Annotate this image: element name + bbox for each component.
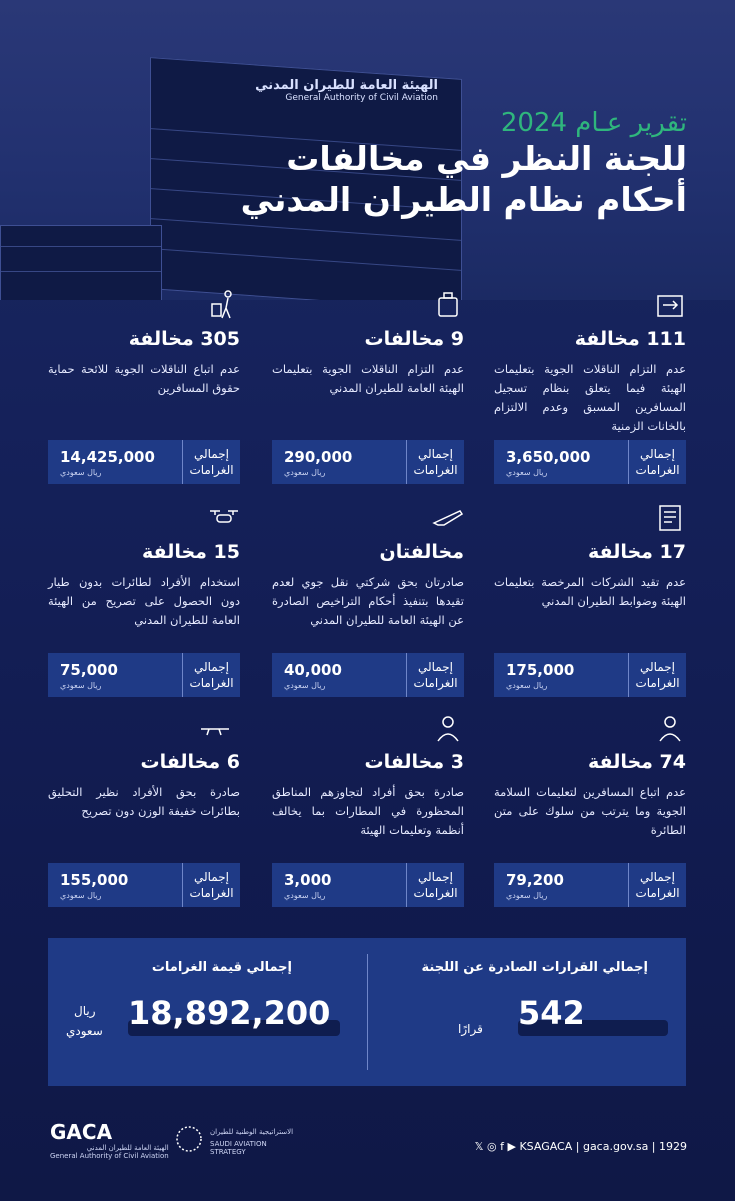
gaca-logo-text: GACA [50, 1120, 113, 1144]
fines-amount: 14,425,000 [60, 448, 155, 466]
violation-card-5 [272, 503, 464, 703]
page-title [241, 108, 687, 221]
violation-card-8 [272, 713, 464, 913]
fines-label: إجمالي الغرامات [182, 653, 240, 697]
currency-label: ريال سعودي [284, 468, 326, 477]
fines-total-value: 18,892,200 [128, 994, 331, 1032]
fines-amount: 175,000 [506, 661, 575, 679]
violation-count: مخالفتان [379, 541, 464, 563]
totals-panel [48, 938, 686, 1086]
violation-count: 74 مخالفة [588, 751, 686, 773]
report-year: تقرير عـام 2024 [500, 108, 687, 138]
violation-description: عدم تقيد الشركات المرخصة بتعليمات الهيئة وضوابط الطيران المدني [494, 575, 686, 608]
fines-amount: 155,000 [60, 871, 129, 889]
drone-icon [208, 503, 240, 533]
gaca-logo-english: General Authority of Civil Aviation [50, 1152, 169, 1160]
instagram-icon[interactable]: ◎ [487, 1140, 497, 1153]
fines-unit-saudi: سعودي [66, 1024, 103, 1038]
fines-box [494, 653, 686, 697]
fines-label: إجمالي الغرامات [628, 653, 686, 697]
violation-description: صادرة بحق أفراد لتجاوزهم المناطق المحظورة في المطارات بما يخالف أنظمة وتعليمات الهيئة [272, 785, 464, 837]
fines-total-title: إجمالي قيمة الغرامات [151, 960, 292, 975]
luggage-icon [432, 290, 464, 320]
violation-card-2 [272, 290, 464, 490]
currency-label: ريال سعودي [506, 891, 548, 900]
gaca-logo [50, 1120, 169, 1160]
totals-divider [367, 954, 368, 1070]
violation-count: 305 مخالفة [128, 328, 240, 350]
fines-box [48, 863, 240, 907]
title-line-1: للجنة النظر في مخالفات [286, 139, 687, 178]
decisions-unit: قرارًا [458, 1022, 483, 1036]
gaca-logo-arabic: الهيئة العامة للطيران المدني [86, 1144, 169, 1152]
decisions-total-value: 542 [518, 994, 585, 1032]
violation-description: عدم اتباع الناقلات الجوية للائحة حماية حقوق المسافرين [48, 362, 240, 395]
fines-box [48, 440, 240, 484]
currency-label: ريال سعودي [60, 891, 102, 900]
violation-count: 111 مخالفة [574, 328, 686, 350]
violation-card-3 [48, 290, 240, 490]
fines-label: إجمالي الغرامات [406, 863, 464, 907]
fines-label: إجمالي الغرامات [182, 440, 240, 484]
fines-amount: 40,000 [284, 661, 342, 679]
violation-count: 9 مخالفات [364, 328, 464, 350]
fines-amount: 75,000 [60, 661, 118, 679]
currency-label: ريال سعودي [60, 468, 102, 477]
fines-unit-riyal: ريال [74, 1004, 96, 1018]
violation-card-6 [48, 503, 240, 703]
calendar-plane-icon [654, 290, 686, 320]
fines-label: إجمالي الغرامات [182, 863, 240, 907]
fines-label: إجمالي الغرامات [628, 440, 686, 484]
currency-label: ريال سعودي [284, 681, 326, 690]
fines-label: إجمالي الغرامات [406, 440, 464, 484]
decisions-total-pill [518, 994, 668, 1036]
currency-label: ريال سعودي [60, 681, 102, 690]
pilot-icon [654, 713, 686, 743]
violation-count: 3 مخالفات [364, 751, 464, 773]
fines-box [272, 863, 464, 907]
violation-description: صادرتان بحق شركتي نقل جوي لعدم تقيدها بتنفيذ أحكام التراخيص الصادرة عن الهيئة العامة للطيران المدني [272, 575, 464, 627]
sign-english: General Authority of Civil Aviation [285, 93, 438, 103]
youtube-icon[interactable]: ▶ [507, 1140, 516, 1153]
strategy-english: SAUDI AVIATION STRATEGY [210, 1140, 267, 1156]
violation-card-9 [48, 713, 240, 913]
title-line-2: أحكام نظام الطيران المدني [240, 180, 687, 220]
footer [0, 1110, 735, 1170]
violation-card-1 [494, 290, 686, 490]
facebook-icon[interactable]: f [500, 1140, 504, 1153]
currency-label: ريال سعودي [506, 681, 548, 690]
violation-card-4 [494, 503, 686, 703]
fines-box [272, 653, 464, 697]
violation-description: صادرة بحق الأفراد نظير التحليق بطائرات خفيفة الوزن دون تصريح [48, 785, 240, 818]
aviation-strategy-logo [174, 1124, 304, 1158]
fines-box [494, 863, 686, 907]
sign-arabic: الهيئة العامة للطيران المدني [255, 78, 438, 93]
document-icon [654, 503, 686, 533]
violation-description: عدم التزام الناقلات الجوية بتعليمات الهيئة العامة للطيران المدني [272, 362, 464, 395]
violation-description: عدم التزام الناقلات الجوية بتعليمات الهيئة فيما يتعلق بنظام تسجيل المسافرين المسبق وعدم الالتزام بالخانات الزمنية [494, 362, 686, 433]
currency-label: ريال سعودي [506, 468, 548, 477]
strategy-emblem-icon [174, 1124, 204, 1154]
pilot-icon [432, 713, 464, 743]
fines-total-pill [128, 994, 340, 1036]
decisions-total-title: إجمالي القرارات الصادرة عن اللجنة [421, 960, 648, 975]
violation-count: 15 مخالفة [142, 541, 240, 563]
traveler-icon [208, 290, 240, 320]
fines-amount: 290,000 [284, 448, 353, 466]
fines-box [494, 440, 686, 484]
social-text[interactable]: KSAGACA | gaca.gov.sa | 1929 [519, 1140, 687, 1153]
violation-description: استخدام الأفراد لطائرات بدون طيار دون الحصول على تصريح من الهيئة العامة للطيران المدني [48, 575, 240, 627]
violation-description: عدم اتباع المسافرين لتعليمات السلامة الجوية وما يترتب من سلوك على متن الطائرة [494, 785, 686, 837]
fines-amount: 3,000 [284, 871, 332, 889]
violation-count: 17 مخالفة [588, 541, 686, 563]
hero-section [0, 0, 735, 300]
fines-amount: 79,200 [506, 871, 564, 889]
x-icon[interactable]: 𝕏 [474, 1140, 484, 1153]
violation-card-7 [494, 713, 686, 913]
social-links[interactable] [475, 1140, 687, 1153]
violation-count: 6 مخالفات [140, 751, 240, 773]
building-side [0, 225, 162, 300]
fines-box [272, 440, 464, 484]
fines-label: إجمالي الغرامات [406, 653, 464, 697]
airplane-icon [432, 503, 464, 533]
ultralight-plane-icon [190, 713, 240, 743]
fines-box [48, 653, 240, 697]
fines-label: إجمالي الغرامات [628, 863, 686, 907]
currency-label: ريال سعودي [284, 891, 326, 900]
fines-amount: 3,650,000 [506, 448, 591, 466]
strategy-arabic: الاستراتيجية الوطنية للطيران [210, 1128, 294, 1136]
